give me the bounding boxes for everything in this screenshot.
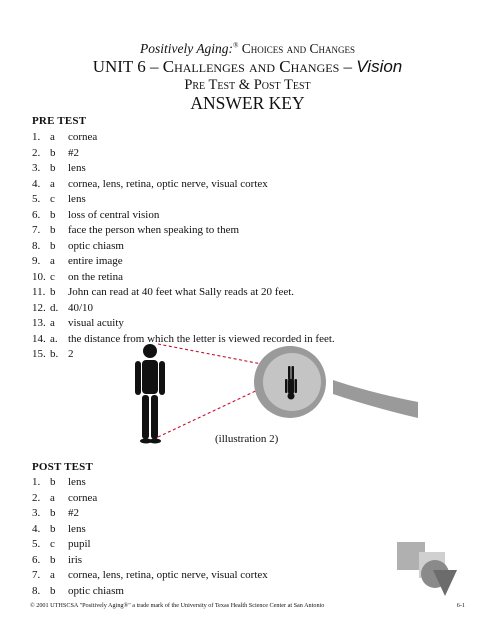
answer-text: iris bbox=[68, 553, 83, 566]
answer-item bbox=[32, 553, 452, 569]
item-number: 8. bbox=[32, 239, 41, 252]
item-number: 1. bbox=[32, 476, 41, 488]
answer-letter: a bbox=[50, 491, 55, 504]
post-test-title: POST TEST bbox=[32, 461, 94, 473]
answer-text: lens bbox=[68, 162, 86, 174]
answer-letter: b bbox=[50, 146, 56, 159]
answer-letter: b bbox=[50, 507, 56, 519]
unit-title bbox=[0, 57, 495, 77]
item-number: 11. bbox=[32, 286, 46, 298]
answer-text: loss of central vision bbox=[68, 208, 160, 221]
item-number: 4. bbox=[32, 522, 41, 535]
answer-text: on the retina bbox=[68, 270, 123, 283]
answer-letter: c bbox=[50, 270, 55, 283]
illustration-caption: (illustration 2) bbox=[215, 433, 279, 445]
item-number: 7. bbox=[32, 569, 41, 581]
item-number: 2. bbox=[32, 491, 41, 504]
answer-item bbox=[32, 270, 452, 286]
answer-item bbox=[32, 301, 452, 317]
unit-title-text: UNIT 6 – Challenges and Changes – bbox=[92, 57, 353, 76]
decorative-shapes-logo bbox=[393, 540, 463, 600]
answer-letter: b bbox=[50, 553, 56, 566]
answer-letter: b. bbox=[50, 348, 59, 360]
page-number: 6-1 bbox=[456, 602, 465, 609]
answer-text: lens bbox=[68, 193, 86, 205]
item-number: 1. bbox=[32, 131, 41, 143]
answer-text: visual acuity bbox=[68, 317, 124, 329]
copyright-text: © 2001 UTHSCSA "Positively Aging®" a trade mark of the University of Texas Health Science Center at San Antonio bbox=[30, 602, 325, 609]
item-number: 6. bbox=[32, 553, 41, 566]
answer-letter: a bbox=[50, 131, 55, 143]
item-number: 3. bbox=[32, 162, 41, 174]
answer-item bbox=[32, 146, 452, 162]
post-test-list bbox=[32, 475, 452, 599]
pre-test-title: PRE TEST bbox=[32, 115, 87, 127]
answer-text: cornea, lens, retina, optic nerve, visual cortex bbox=[68, 177, 268, 190]
answer-letter: b bbox=[50, 239, 56, 252]
answer-letter: b bbox=[50, 476, 56, 488]
answer-letter: b bbox=[50, 162, 56, 174]
answer-letter: a. bbox=[50, 332, 58, 345]
unit-topic: Vision bbox=[356, 57, 403, 76]
item-number: 4. bbox=[32, 177, 41, 190]
item-number: 6. bbox=[32, 208, 41, 221]
answer-letter: a bbox=[50, 569, 55, 581]
answer-item bbox=[32, 192, 452, 208]
item-number: 2. bbox=[32, 146, 41, 159]
answer-item bbox=[32, 537, 452, 553]
person-figure bbox=[135, 344, 165, 444]
item-number: 5. bbox=[32, 193, 41, 205]
answer-text: John can read at 40 feet what Sally reads at 20 feet. bbox=[68, 286, 295, 298]
registered-mark: ® bbox=[233, 41, 239, 50]
answer-text: the distance from which the letter is viewed recorded in feet. bbox=[68, 332, 335, 345]
answer-letter: b bbox=[50, 286, 56, 298]
answer-text: pupil bbox=[68, 538, 91, 550]
item-number: 10. bbox=[32, 270, 46, 283]
answer-item bbox=[32, 491, 452, 507]
answer-item bbox=[32, 584, 452, 600]
answer-letter: b bbox=[50, 224, 56, 236]
item-number: 9. bbox=[32, 255, 41, 267]
item-number: 8. bbox=[32, 584, 41, 597]
answer-letter: b bbox=[50, 522, 56, 535]
answer-item bbox=[32, 475, 452, 491]
answer-letter: c bbox=[50, 193, 55, 205]
answer-text: optic chiasm bbox=[68, 584, 124, 597]
answer-letter: d. bbox=[50, 301, 59, 314]
answer-text: optic chiasm bbox=[68, 239, 124, 252]
answer-letter: b bbox=[50, 584, 56, 597]
series-name: Positively Aging: bbox=[139, 41, 234, 56]
answer-item bbox=[32, 208, 452, 224]
answer-letter: a bbox=[50, 317, 55, 329]
answer-item bbox=[32, 254, 452, 270]
eye-diagram bbox=[254, 346, 418, 418]
answer-item bbox=[32, 316, 452, 332]
answer-text: #2 bbox=[68, 146, 79, 159]
series-title bbox=[0, 41, 495, 57]
answer-item bbox=[32, 130, 452, 146]
answer-text: face the person when speaking to them bbox=[68, 224, 240, 236]
answer-letter: b bbox=[50, 208, 56, 221]
answer-text: lens bbox=[68, 476, 86, 488]
item-number: 5. bbox=[32, 538, 41, 550]
doc-title: ANSWER KEY bbox=[190, 93, 305, 113]
answer-text: #2 bbox=[68, 507, 79, 519]
answer-item bbox=[32, 177, 452, 193]
answer-text: cornea bbox=[68, 491, 98, 504]
answer-text: entire image bbox=[68, 255, 123, 267]
test-name: Pre Test & Post Test bbox=[184, 77, 311, 93]
answer-item bbox=[32, 223, 452, 239]
page-footer bbox=[30, 602, 465, 609]
answer-item bbox=[32, 568, 452, 584]
item-number: 3. bbox=[32, 507, 41, 519]
answer-text: 2 bbox=[68, 348, 74, 360]
answer-letter: c bbox=[50, 538, 55, 550]
answer-item bbox=[32, 506, 452, 522]
answer-text: lens bbox=[68, 522, 86, 535]
item-number: 15. bbox=[32, 348, 46, 360]
item-number: 13. bbox=[32, 317, 46, 329]
answer-text: cornea bbox=[68, 131, 98, 143]
answer-item bbox=[32, 161, 452, 177]
answer-item bbox=[32, 239, 452, 255]
answer-item bbox=[32, 522, 452, 538]
answer-text: 40/10 bbox=[68, 301, 94, 314]
answer-letter: a bbox=[50, 255, 55, 267]
item-number: 12. bbox=[32, 301, 46, 314]
series-subtitle: Choices and Changes bbox=[241, 41, 356, 56]
pre-test-list bbox=[32, 130, 452, 363]
item-number: 7. bbox=[32, 224, 41, 236]
answer-text: cornea, lens, retina, optic nerve, visual cortex bbox=[68, 569, 268, 581]
answer-letter: a bbox=[50, 177, 55, 190]
answer-item bbox=[32, 285, 452, 301]
item-number: 14. bbox=[32, 332, 46, 345]
